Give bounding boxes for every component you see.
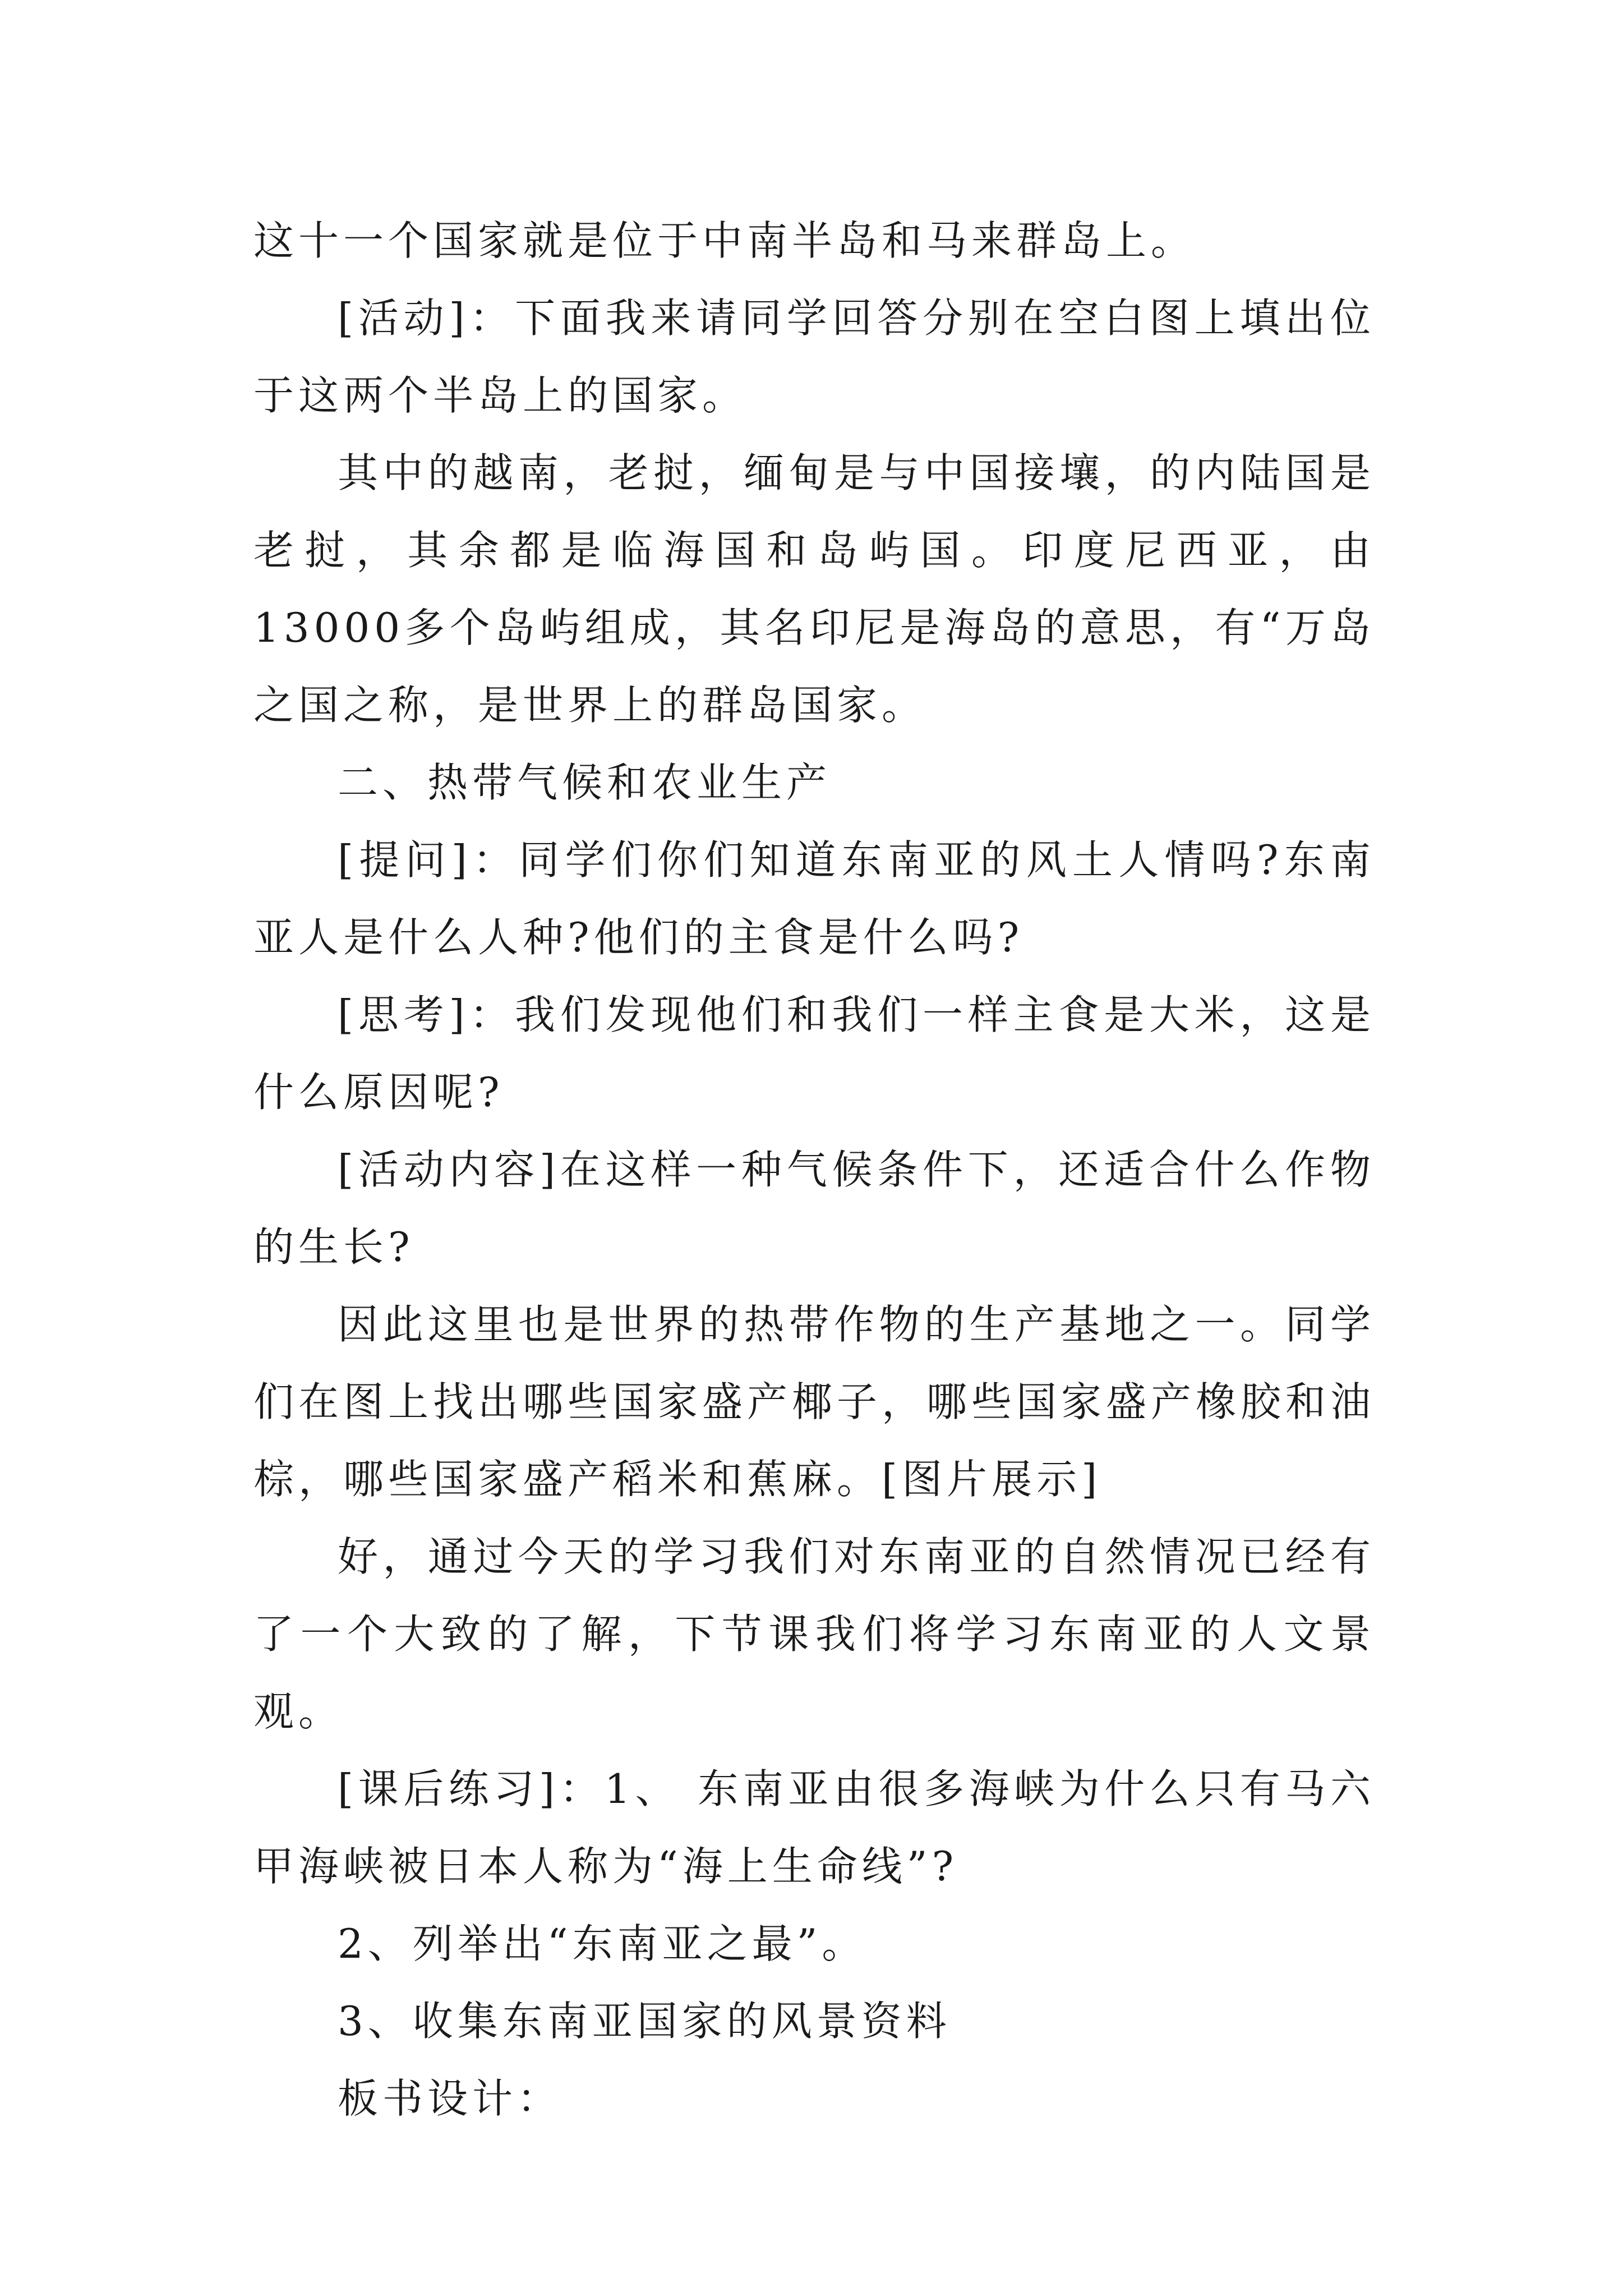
paragraph-inland-and-island-countries: 其中的越南，老挝，缅甸是与中国接壤，的内陆国是老挝，其余都是临海国和岛屿国。印度尼西亚，由13000多个岛屿组成，其名印尼是海岛的意思，有“万岛之国之称，是世界上的群岛国家。 bbox=[253, 449, 1375, 729]
paragraph-question-customs: [提问]：同学们你们知道东南亚的风土人情吗?东南亚人是什么人种?他们的主食是什么吗? bbox=[253, 836, 1375, 961]
paragraph-tropical-crop-base: 因此这里也是世界的热带作物的生产基地之一。同学们在图上找出哪些国家盛产椰子，哪些国家盛产橡胶和油棕，哪些国家盛产稻米和蕉麻。[图片展示] bbox=[253, 1301, 1376, 1503]
paragraph-activity-fill-map: [活动]：下面我来请同学回答分别在空白图上填出位于这两个半岛上的国家。 bbox=[253, 295, 1375, 419]
paragraph-exercise-2: 2、列举出“东南亚之最”。 bbox=[338, 1920, 867, 1967]
paragraph-think-staple-food: [思考]：我们发现他们和我们一样主食是大米，这是什么原因呢? bbox=[253, 991, 1375, 1116]
paragraph-countries-location: 这十一个国家就是位于中南半岛和马来群岛上。 bbox=[253, 217, 1196, 264]
paragraph-board-design: 板书设计： bbox=[338, 2075, 562, 2122]
section-heading-tropical-climate: 二、热带气候和农业生产 bbox=[338, 759, 832, 806]
paragraph-exercise-3: 3、收集东南亚国家的风景资料 bbox=[338, 1998, 951, 2045]
paragraph-summary: 好，通过今天的学习我们对东南亚的自然情况已经有了一个大致的了解，下节课我们将学习东南亚的人文景观。 bbox=[253, 1533, 1375, 1735]
paragraph-activity-crops: [活动内容]在这样一种气候条件下，还适合什么作物的生长? bbox=[253, 1146, 1375, 1271]
document-body bbox=[253, 202, 1375, 2137]
paragraph-exercise-1: [课后练习]：1、 东南亚由很多海峡为什么只有马六甲海峡被日本人称为“海上生命线”? bbox=[253, 1765, 1375, 1890]
